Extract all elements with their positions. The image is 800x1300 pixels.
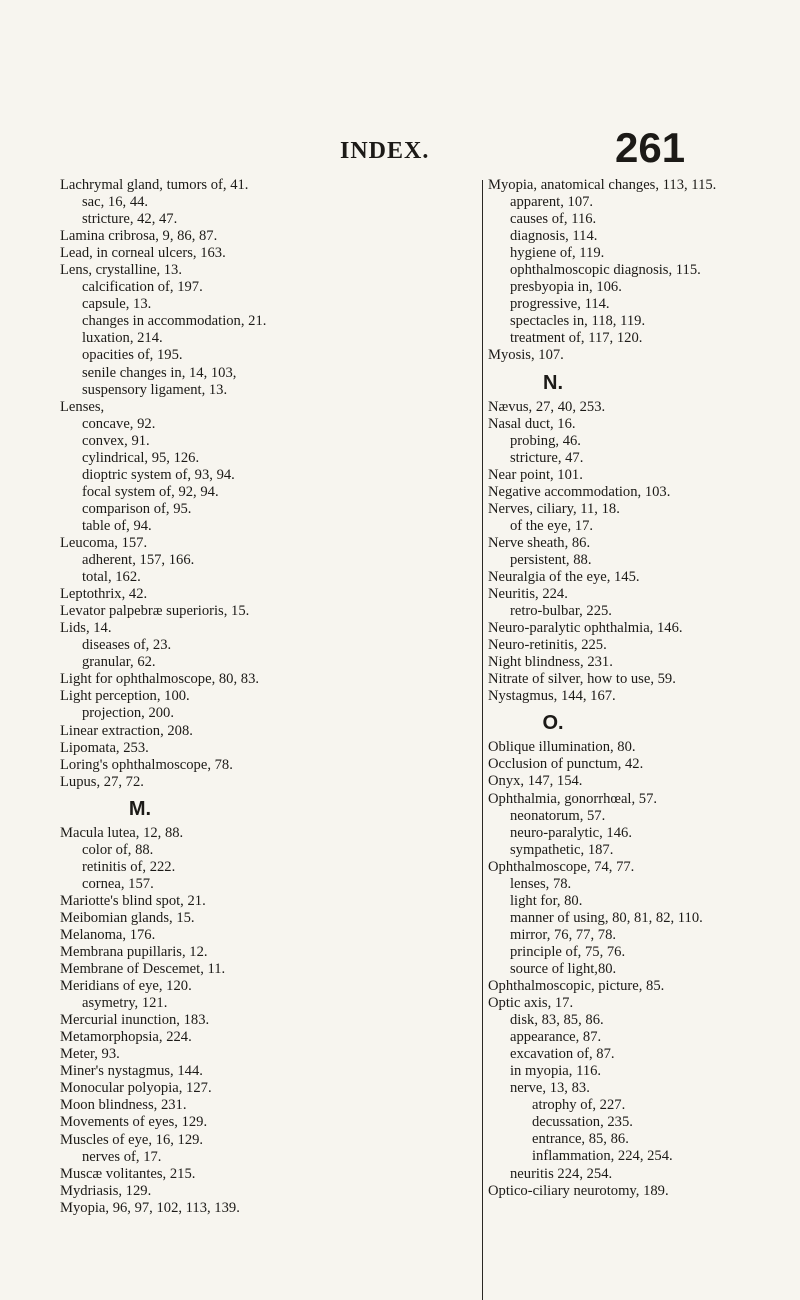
index-subentry: total, 162. bbox=[82, 569, 141, 586]
index-subentry: comparison of, 95. bbox=[82, 500, 192, 517]
index-subentry: stricture, 42, 47. bbox=[82, 211, 178, 228]
index-subentry: dioptric system of, 93, 94. bbox=[82, 466, 235, 483]
index-subentry: persistent, 88. bbox=[510, 551, 592, 568]
index-subentry: nerves of, 17. bbox=[82, 1148, 162, 1165]
index-entry: Macula lutea, 12, 88. bbox=[60, 824, 184, 841]
index-subentry: nerve, 13, 83. bbox=[510, 1080, 590, 1097]
index-entry: Light perception, 100. bbox=[60, 688, 190, 705]
index-entry: Mariotte's blind spot, 21. bbox=[60, 892, 206, 909]
index-subentry: asymetry, 121. bbox=[82, 995, 168, 1012]
index-entry: Nerves, ciliary, 11, 18. bbox=[488, 500, 620, 517]
index-entry: Metamorphopsia, 224. bbox=[60, 1029, 192, 1046]
index-entry: Near point, 101. bbox=[488, 466, 583, 483]
index-subentry: sympathetic, 187. bbox=[510, 841, 614, 858]
index-subentry: source of light,80. bbox=[510, 960, 617, 977]
index-subentry: atrophy of, 227. bbox=[532, 1097, 626, 1114]
index-subentry: presbyopia in, 106. bbox=[510, 279, 622, 296]
index-entry: Monocular polyopia, 127. bbox=[60, 1080, 212, 1097]
index-subentry: neonatorum, 57. bbox=[510, 807, 606, 824]
index-entry: Neuro-paralytic ophthalmia, 146. bbox=[488, 620, 683, 637]
index-entry: Lupus, 27, 72. bbox=[60, 773, 144, 790]
index-entry: Occlusion of punctum, 42. bbox=[488, 756, 644, 773]
index-subentry: apparent, 107. bbox=[510, 194, 594, 211]
index-entry: Nerve sheath, 86. bbox=[488, 534, 591, 551]
index-subentry: diseases of, 23. bbox=[82, 637, 172, 654]
index-subentry: causes of, 116. bbox=[510, 211, 597, 228]
column-divider bbox=[482, 180, 483, 1300]
index-entry: Neuralgia of the eye, 145. bbox=[488, 568, 640, 585]
index-entry: Lachrymal gland, tumors of, 41. bbox=[60, 177, 249, 193]
index-entry: Lenses, bbox=[60, 398, 105, 415]
index-entry: Oblique illumination, 80. bbox=[488, 739, 636, 756]
index-entry: Melanoma, 176. bbox=[60, 926, 156, 943]
letter-heading: O. bbox=[542, 712, 564, 735]
index-subentry: disk, 83, 85, 86. bbox=[510, 1012, 604, 1029]
index-subentry: hygiene of, 119. bbox=[510, 245, 605, 262]
index-entry: Myosis, 107. bbox=[488, 347, 564, 364]
index-subentry: color of, 88. bbox=[82, 841, 154, 858]
index-entry: Muscles of eye, 16, 129. bbox=[60, 1131, 204, 1148]
index-subentry: neuro-paralytic, 146. bbox=[510, 824, 632, 841]
index-entry: Loring's ophthalmoscope, 78. bbox=[60, 756, 233, 773]
index-entry: Miner's nystagmus, 144. bbox=[60, 1063, 203, 1080]
index-entry: Ophthalmoscope, 74, 77. bbox=[488, 858, 635, 875]
index-subentry: opacities of, 195. bbox=[82, 347, 183, 364]
index-subentry: projection, 200. bbox=[82, 705, 175, 722]
index-subentry: calcification of, 197. bbox=[82, 279, 203, 296]
index-subentry: stricture, 47. bbox=[510, 449, 584, 466]
index-subentry: manner of using, 80, 81, 82, 110. bbox=[510, 909, 703, 926]
index-subentry: senile changes in, 14, 103, bbox=[82, 364, 237, 381]
index-subentry: neuritis 224, 254. bbox=[510, 1165, 613, 1182]
index-subentry: probing, 46. bbox=[510, 432, 581, 449]
index-entry: Lead, in corneal ulcers, 163. bbox=[60, 245, 226, 262]
index-entry: Meridians of eye, 120. bbox=[60, 978, 192, 995]
index-subentry: spectacles in, 118, 119. bbox=[510, 313, 646, 330]
index-subentry: mirror, 76, 77, 78. bbox=[510, 926, 617, 943]
index-subentry: treatment of, 117, 120. bbox=[510, 330, 643, 347]
index-entry: Muscæ volitantes, 215. bbox=[60, 1165, 196, 1182]
index-entry: Lipomata, 253. bbox=[60, 739, 149, 756]
index-entry: Night blindness, 231. bbox=[488, 654, 613, 671]
index-subentry: concave, 92. bbox=[82, 415, 156, 432]
index-subentry: appearance, 87. bbox=[510, 1029, 602, 1046]
index-subentry: of the eye, 17. bbox=[510, 517, 594, 534]
index-subentry: focal system of, 92, 94. bbox=[82, 483, 219, 500]
running-header-title: INDEX. bbox=[340, 138, 430, 164]
index-entry: Moon blindness, 231. bbox=[60, 1097, 187, 1114]
letter-heading: M. bbox=[128, 797, 152, 820]
index-entry: Light for ophthalmoscope, 80, 83. bbox=[60, 671, 260, 688]
index-entry: Leucoma, 157. bbox=[60, 534, 148, 551]
index-subentry: table of, 94. bbox=[82, 517, 152, 534]
index-subentry: cylindrical, 95, 126. bbox=[82, 449, 200, 466]
index-subentry: suspensory ligament, 13. bbox=[82, 381, 228, 398]
index-entry: Optico-ciliary neurotomy, 189. bbox=[488, 1182, 669, 1199]
index-entry: Nasal duct, 16. bbox=[488, 415, 576, 432]
index-subentry: retro-bulbar, 225. bbox=[510, 603, 612, 620]
letter-heading: N. bbox=[543, 371, 563, 394]
index-entry: Lamina cribrosa, 9, 86, 87. bbox=[60, 228, 218, 245]
page-number: 261 bbox=[615, 124, 686, 171]
index-entry: Myopia, anatomical changes, 113, 115. bbox=[488, 177, 717, 193]
index-subentry: decussation, 235. bbox=[532, 1114, 633, 1131]
index-entry: Neuritis, 224. bbox=[488, 586, 568, 603]
index-subentry: diagnosis, 114. bbox=[510, 228, 598, 245]
index-entry: Optic axis, 17. bbox=[488, 995, 574, 1012]
index-entry: Leptothrix, 42. bbox=[60, 586, 148, 603]
index-subentry: retinitis of, 222. bbox=[82, 858, 176, 875]
index-subentry: luxation, 214. bbox=[82, 330, 163, 347]
index-subentry: progressive, 114. bbox=[510, 296, 610, 313]
index-column-left bbox=[60, 177, 470, 1217]
index-column-right bbox=[488, 177, 788, 1200]
index-subentry: ophthalmoscopic diagnosis, 115. bbox=[510, 262, 701, 279]
index-subentry: adherent, 157, 166. bbox=[82, 552, 195, 569]
index-subentry: inflammation, 224, 254. bbox=[532, 1148, 673, 1165]
index-entry: Neuro-retinitis, 225. bbox=[488, 637, 607, 654]
index-entry: Nitrate of silver, how to use, 59. bbox=[488, 671, 676, 688]
index-entry: Myopia, 96, 97, 102, 113, 139. bbox=[60, 1199, 240, 1216]
index-subentry: excavation of, 87. bbox=[510, 1046, 615, 1063]
index-entry: Movements of eyes, 129. bbox=[60, 1114, 208, 1131]
index-entry: Linear extraction, 208. bbox=[60, 722, 193, 739]
index-subentry: entrance, 85, 86. bbox=[532, 1131, 629, 1148]
index-subentry: light for, 80. bbox=[510, 892, 583, 909]
index-entry: Ophthalmoscopic, picture, 85. bbox=[488, 978, 665, 995]
index-entry: Nævus, 27, 40, 253. bbox=[488, 398, 606, 415]
index-subentry: changes in accommodation, 21. bbox=[82, 313, 267, 330]
index-subentry: sac, 16, 44. bbox=[82, 194, 149, 211]
index-subentry: principle of, 75, 76. bbox=[510, 943, 626, 960]
index-subentry: granular, 62. bbox=[82, 654, 156, 671]
index-entry: Meibomian glands, 15. bbox=[60, 909, 195, 926]
index-entry: Membrane of Descemet, 11. bbox=[60, 961, 226, 978]
index-entry: Membrana pupillaris, 12. bbox=[60, 944, 208, 961]
index-subentry: lenses, 78. bbox=[510, 875, 572, 892]
index-subentry: convex, 91. bbox=[82, 432, 150, 449]
index-entry: Mercurial inunction, 183. bbox=[60, 1012, 210, 1029]
index-entry: Meter, 93. bbox=[60, 1046, 120, 1063]
index-entry: Onyx, 147, 154. bbox=[488, 773, 583, 790]
index-entry: Lens, crystalline, 13. bbox=[60, 262, 182, 279]
index-entry: Lids, 14. bbox=[60, 620, 112, 637]
index-entry: Levator palpebræ superioris, 15. bbox=[60, 603, 250, 620]
index-subentry: in myopia, 116. bbox=[510, 1063, 602, 1080]
index-entry: Nystagmus, 144, 167. bbox=[488, 688, 616, 705]
index-entry: Mydriasis, 129. bbox=[60, 1182, 152, 1199]
index-entry: Negative accommodation, 103. bbox=[488, 483, 671, 500]
index-entry: Ophthalmia, gonorrhœal, 57. bbox=[488, 790, 658, 807]
index-subentry: cornea, 157. bbox=[82, 875, 154, 892]
index-subentry: capsule, 13. bbox=[82, 296, 152, 313]
